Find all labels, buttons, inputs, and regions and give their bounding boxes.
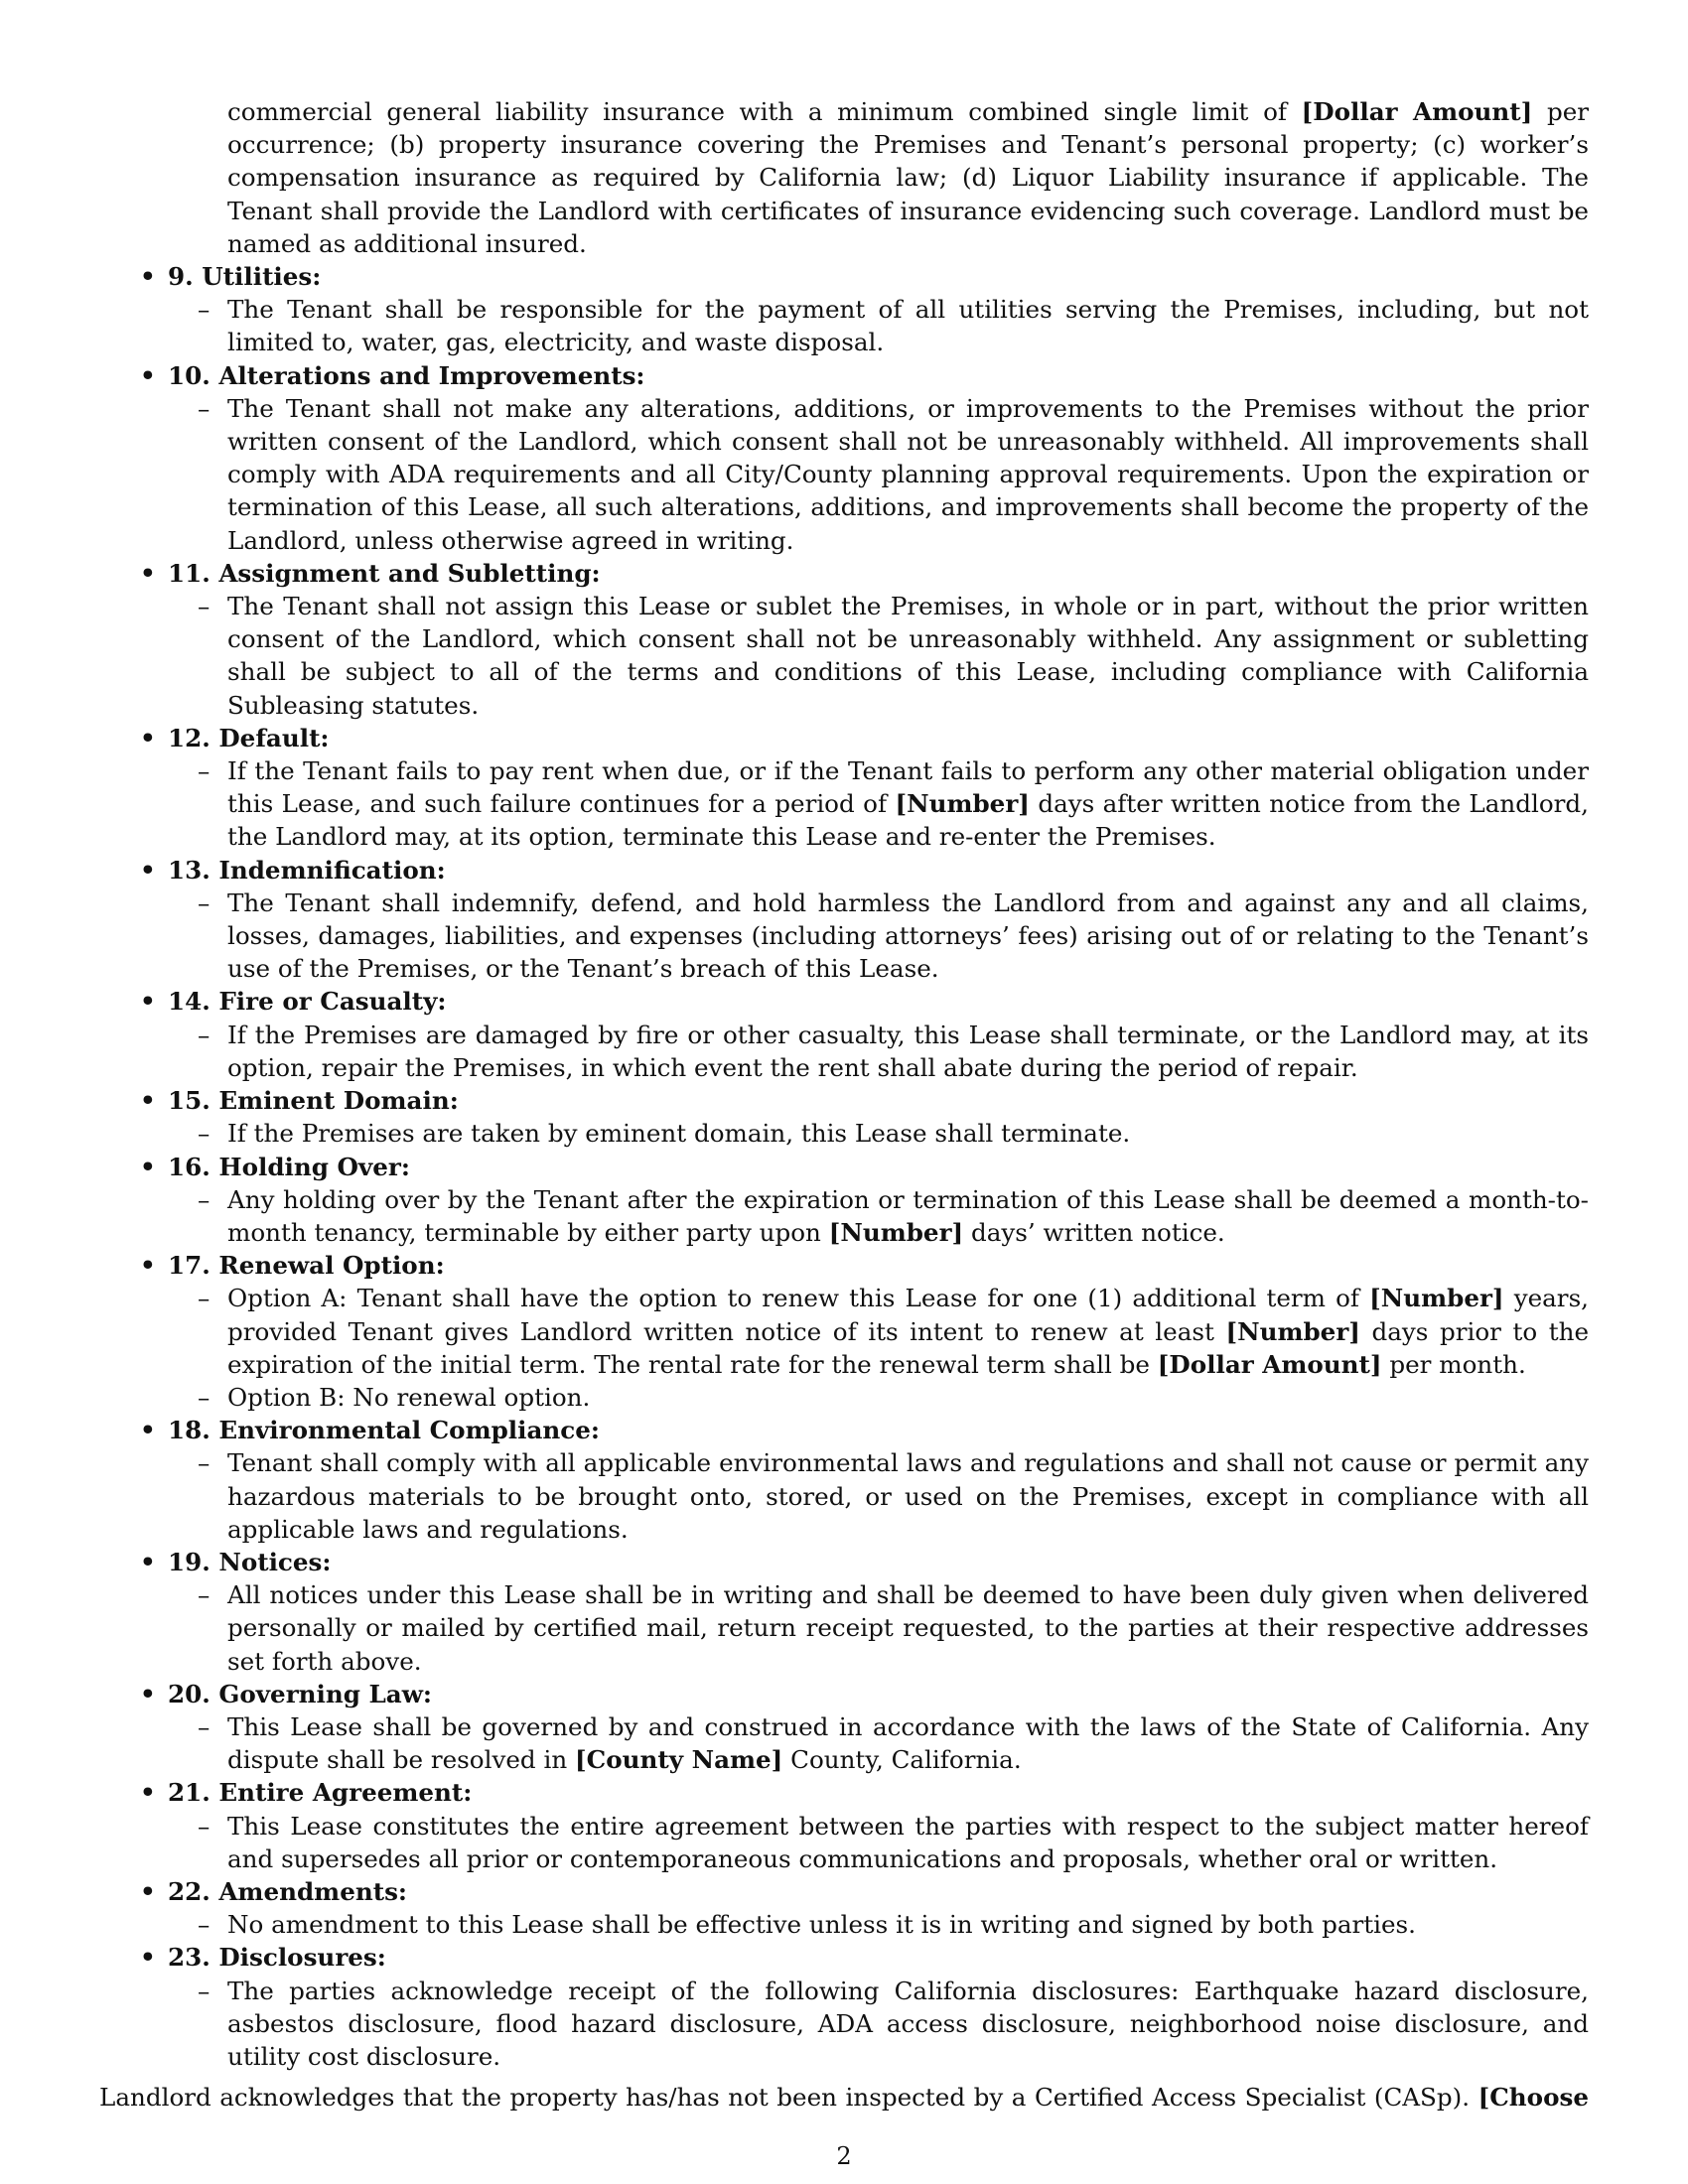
section-title: 9. Utilities: <box>168 262 322 292</box>
dash-icon: – <box>198 1910 211 1940</box>
dash-icon: – <box>198 756 211 786</box>
placeholder-field: [Choose <box>1477 2083 1589 2113</box>
lease-section <box>140 1776 1589 1875</box>
lease-sections-list <box>99 260 1589 2073</box>
section-clause: – The Tenant shall indemnify, defend, and hold harmless the Landlord from and against any and all claims, losses, damages, liabilities, and expenses (including attorneys’ fees) arising out of or relating to the Tenant’s use of the Premises, or the Tenant’s breach of this Lease. <box>198 887 1589 984</box>
lease-section <box>140 1414 1589 1546</box>
lease-section <box>140 1084 1589 1150</box>
section-clause: – All notices under this Lease shall be in writing and shall be deemed to have been duly given when delivered personally or mailed by certified mail, return receipt requested, to the parties at their respective addresses set forth above. <box>198 1580 1589 1676</box>
bullet-icon: • <box>140 723 156 752</box>
lease-section <box>140 722 1589 854</box>
section-title: 10. Alterations and Improvements: <box>168 360 645 390</box>
dash-icon: – <box>198 1184 211 1214</box>
section-title: 13. Indemnification: <box>168 855 446 885</box>
section-clause: – The Tenant shall be responsible for the payment of all utilities serving the Premises, including, but not limited to, water, gas, electricity, and waste disposal. <box>198 295 1589 357</box>
section-clause: – Option A: Tenant shall have the option to renew this Lease for one (1) additional term of [Number] years, provided Tenant gives Landlord written notice of its intent to renew at least [Number] days prior to the expiration of the initial term. The rental rate for the renewal term shall be [Dollar Amount] per month. <box>198 1284 1590 1379</box>
placeholder-field: [Number] <box>1225 1316 1360 1346</box>
section-clause: – Option B: No renewal option. <box>227 1381 1589 1414</box>
dash-icon: – <box>198 1976 211 2005</box>
section-title: 14. Fire or Casualty: <box>168 987 447 1017</box>
dash-icon: – <box>198 1119 211 1149</box>
section-clause: – If the Premises are taken by eminent domain, this Lease shall terminate. <box>227 1117 1589 1150</box>
section-title: 19. Notices: <box>168 1547 332 1576</box>
casp-acknowledgement-paragraph: Landlord acknowledges that the property has/has not been inspected by a Certified Access Specialist (CASp). [Choose <box>99 2083 1589 2113</box>
section-title: 18. Environmental Compliance: <box>168 1416 601 1445</box>
placeholder-field: [Number] <box>1369 1284 1504 1313</box>
dash-icon: – <box>198 1448 211 1478</box>
lease-section <box>140 1941 1589 2073</box>
section-clause: – No amendment to this Lease shall be effective unless it is in writing and signed by both parties. <box>227 1908 1589 1941</box>
bullet-icon: • <box>140 558 156 588</box>
lease-section <box>140 1678 1589 1777</box>
section-clause: – The parties acknowledge receipt of the following California disclosures: Earthquake hazard disclosure, asbestos disclosure, flood hazard disclosure, ADA access disclosure, neighborhood noise disclosure, and utility cost disclosure. <box>198 1976 1589 2071</box>
dash-icon: – <box>198 295 211 325</box>
dash-icon: – <box>198 1020 211 1049</box>
bullet-icon: • <box>140 1679 156 1708</box>
section-clause: – The Tenant shall not assign this Lease or sublet the Premises, in whole or in part, without the prior written consent of the Landlord, which consent shall not be unreasonably withheld. Any assignment or subletting shall be subject to all of the terms and conditions of this Lease, including compliance with California Subleasing statutes. <box>198 592 1589 720</box>
section-clause: – This Lease constitutes the entire agreement between the parties with respect to the subject matter hereof and supersedes all prior or contemporaneous communications and proposals, whether oral or written. <box>198 1811 1589 1873</box>
dash-icon: – <box>198 887 211 917</box>
section-clause: – If the Tenant fails to pay rent when due, or if the Tenant fails to perform any other material obligation under this Lease, and such failure continues for a period of [Number] days after written notice from the Landlord, the Landlord may, at its option, terminate this Lease and re-enter the Premises. <box>198 756 1589 852</box>
lease-section <box>140 1249 1590 1414</box>
section-clause: – The Tenant shall not make any alterations, additions, or improvements to the Premises without the prior written consent of the Landlord, which consent shall not be unreasonably withheld. All improvements shall comply with ADA requirements and all City/County planning approval requirements. Upon the expiration or termination of this Lease, all such alterations, additions, and improvements shall become the property of the Landlord, unless otherwise agreed in writing. <box>198 393 1589 555</box>
section-title: 11. Assignment and Subletting: <box>168 558 601 588</box>
dash-icon: – <box>198 592 211 621</box>
section-title: 22. Amendments: <box>168 1876 408 1906</box>
placeholder-field: [Dollar Amount] <box>1301 97 1533 126</box>
placeholder-field: [Number] <box>828 1217 964 1247</box>
bullet-icon: • <box>140 360 156 390</box>
lease-section <box>140 1875 1589 1941</box>
section-title: 12. Default: <box>168 723 330 752</box>
bullet-icon: • <box>140 1251 156 1281</box>
lease-section <box>140 1546 1589 1678</box>
lease-section <box>140 985 1589 1084</box>
section-title: 16. Holding Over: <box>168 1152 410 1181</box>
bullet-icon: • <box>140 1086 156 1116</box>
placeholder-field: [Number] <box>895 789 1030 819</box>
bullet-icon: • <box>140 1152 156 1181</box>
document-page <box>99 95 1589 2114</box>
section-title: 23. Disclosures: <box>168 1943 386 1973</box>
lease-section <box>140 359 1589 557</box>
bullet-icon: • <box>140 855 156 885</box>
bullet-icon: • <box>140 1547 156 1576</box>
bullet-icon: • <box>140 987 156 1017</box>
section-clause: – If the Premises are damaged by fire or other casualty, this Lease shall terminate, or the Landlord may, at its option, repair the Premises, in which event the rent shall abate during the period of repair. <box>198 1020 1589 1082</box>
lease-section <box>140 557 1589 722</box>
section-clause: – This Lease shall be governed by and construed in accordance with the laws of the State of California. Any dispute shall be resolved in [County Name] County, California. <box>198 1711 1589 1775</box>
bullet-icon: • <box>140 1943 156 1973</box>
lease-section <box>140 854 1589 986</box>
section-title: 21. Entire Agreement: <box>168 1778 473 1808</box>
bullet-icon: • <box>140 1416 156 1445</box>
bullet-icon: • <box>140 1778 156 1808</box>
placeholder-field: [Dollar Amount] <box>1157 1349 1382 1379</box>
section-title: 17. Renewal Option: <box>168 1251 445 1281</box>
placeholder-field: [County Name] <box>575 1745 783 1775</box>
dash-icon: – <box>198 1382 211 1412</box>
dash-icon: – <box>198 393 211 423</box>
dash-icon: – <box>198 1711 211 1741</box>
bullet-icon: • <box>140 1876 156 1906</box>
section-clause: – Tenant shall comply with all applicable environmental laws and regulations and shall not cause or permit any hazardous materials to be brought onto, stored, or used on the Premises, except in compliance with all applicable laws and regulations. <box>198 1448 1589 1544</box>
bullet-icon: • <box>140 262 156 292</box>
section-clause: – Any holding over by the Tenant after the expiration or termination of this Lease shall be deemed a month-to-month tenancy, terminable by either party upon [Number] days’ written notice. <box>198 1184 1589 1247</box>
lease-section <box>140 260 1589 359</box>
insurance-continuation-paragraph: commercial general liability insurance with a minimum combined single limit of [Dollar Amount] per occurrence; (b) property insurance covering the Premises and Tenant’s personal property; (c) worker’s compensation insurance as required by California law; (d) Liquor Liability insurance if applicable. The Tenant shall provide the Landlord with certificates of insurance evidencing such coverage. Landlord must be named as additional insured. <box>227 97 1590 258</box>
dash-icon: – <box>198 1580 211 1610</box>
section-title: 15. Eminent Domain: <box>168 1086 459 1116</box>
dash-icon: – <box>198 1284 211 1313</box>
dash-icon: – <box>198 1811 211 1841</box>
page-number: 2 <box>836 2142 852 2170</box>
section-title: 20. Governing Law: <box>168 1679 432 1708</box>
lease-section <box>140 1151 1589 1250</box>
